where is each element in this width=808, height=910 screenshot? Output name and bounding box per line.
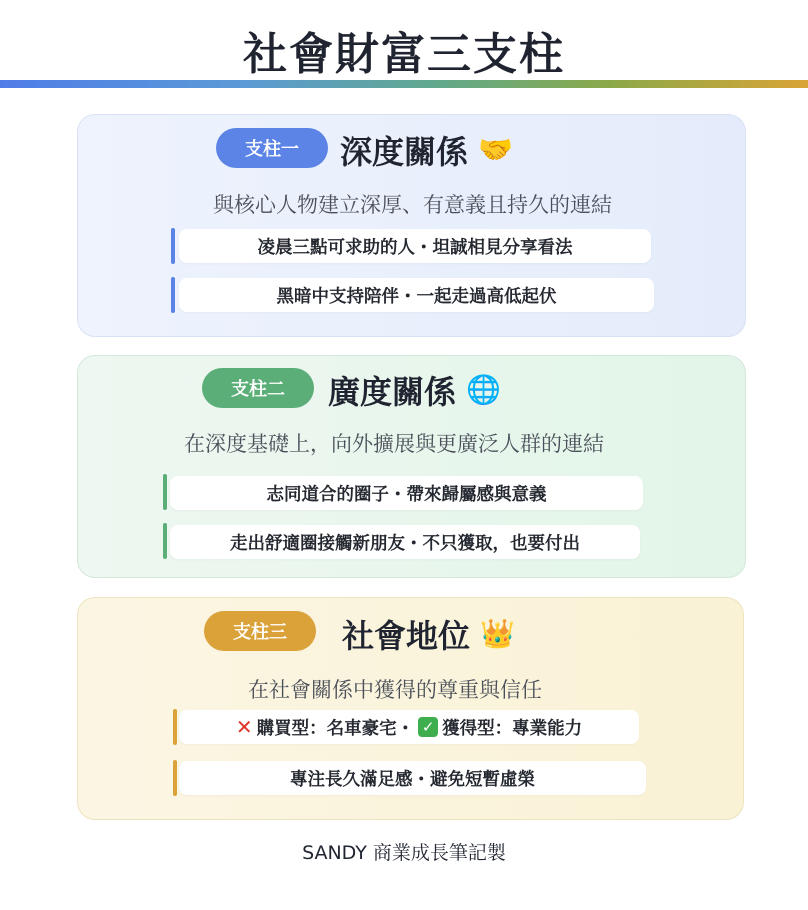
pillar-badge: 支柱三 xyxy=(204,611,316,651)
pillar-heading xyxy=(328,367,501,413)
item-accent xyxy=(163,523,167,559)
pillar-heading xyxy=(342,611,515,657)
pillar-subtitle: 在深度基礎上，向外擴展與更廣泛人群的連結 xyxy=(184,432,604,456)
title-divider xyxy=(0,80,808,88)
list-item: 專注長久滿足感・避免短暫虛榮 xyxy=(179,761,646,795)
check-mark-icon: ✓ xyxy=(418,717,438,737)
pillar-subtitle: 與核心人物建立深厚、有意義且持久的連結 xyxy=(213,193,612,217)
item-accent xyxy=(173,709,177,745)
pillar-heading-text: 廣度關係 xyxy=(328,373,457,411)
pillar-card-2 xyxy=(77,355,746,578)
handshake-icon: 🤝 xyxy=(478,133,513,166)
crown-icon: 👑 xyxy=(480,617,515,650)
pillar-card-1 xyxy=(77,114,746,337)
cross-mark-icon: ✕ xyxy=(235,715,253,739)
list-item: 凌晨三點可求助的人・坦誠相見分享看法 xyxy=(179,229,651,263)
globe-icon: 🌐 xyxy=(466,373,501,406)
item-text: 購買型：名車豪宅・ xyxy=(256,718,415,739)
item-accent xyxy=(171,228,175,264)
pillar-subtitle: 在社會關係中獲得的尊重與信任 xyxy=(248,678,542,702)
list-item: 黑暗中支持陪伴・一起走過高低起伏 xyxy=(179,278,654,312)
pillar-badge: 支柱一 xyxy=(216,128,328,168)
pillar-card-3 xyxy=(77,597,744,820)
item-text: 獲得型：專業能力 xyxy=(442,718,583,739)
pillar-heading-text: 社會地位 xyxy=(342,617,471,655)
pillar-badge: 支柱二 xyxy=(202,368,314,408)
list-item: 走出舒適圈接觸新朋友・不只獲取，也要付出 xyxy=(170,525,640,559)
footer-credit: SANDY 商業成長筆記製 xyxy=(302,842,506,864)
item-accent xyxy=(171,277,175,313)
item-accent xyxy=(173,760,177,796)
pillar-heading xyxy=(340,127,513,173)
list-item xyxy=(179,710,639,744)
item-accent xyxy=(163,474,167,510)
page-title: 社會財富三支柱 xyxy=(243,29,565,80)
pillar-heading-text: 深度關係 xyxy=(340,133,469,171)
list-item: 志同道合的圈子・帶來歸屬感與意義 xyxy=(170,476,643,510)
